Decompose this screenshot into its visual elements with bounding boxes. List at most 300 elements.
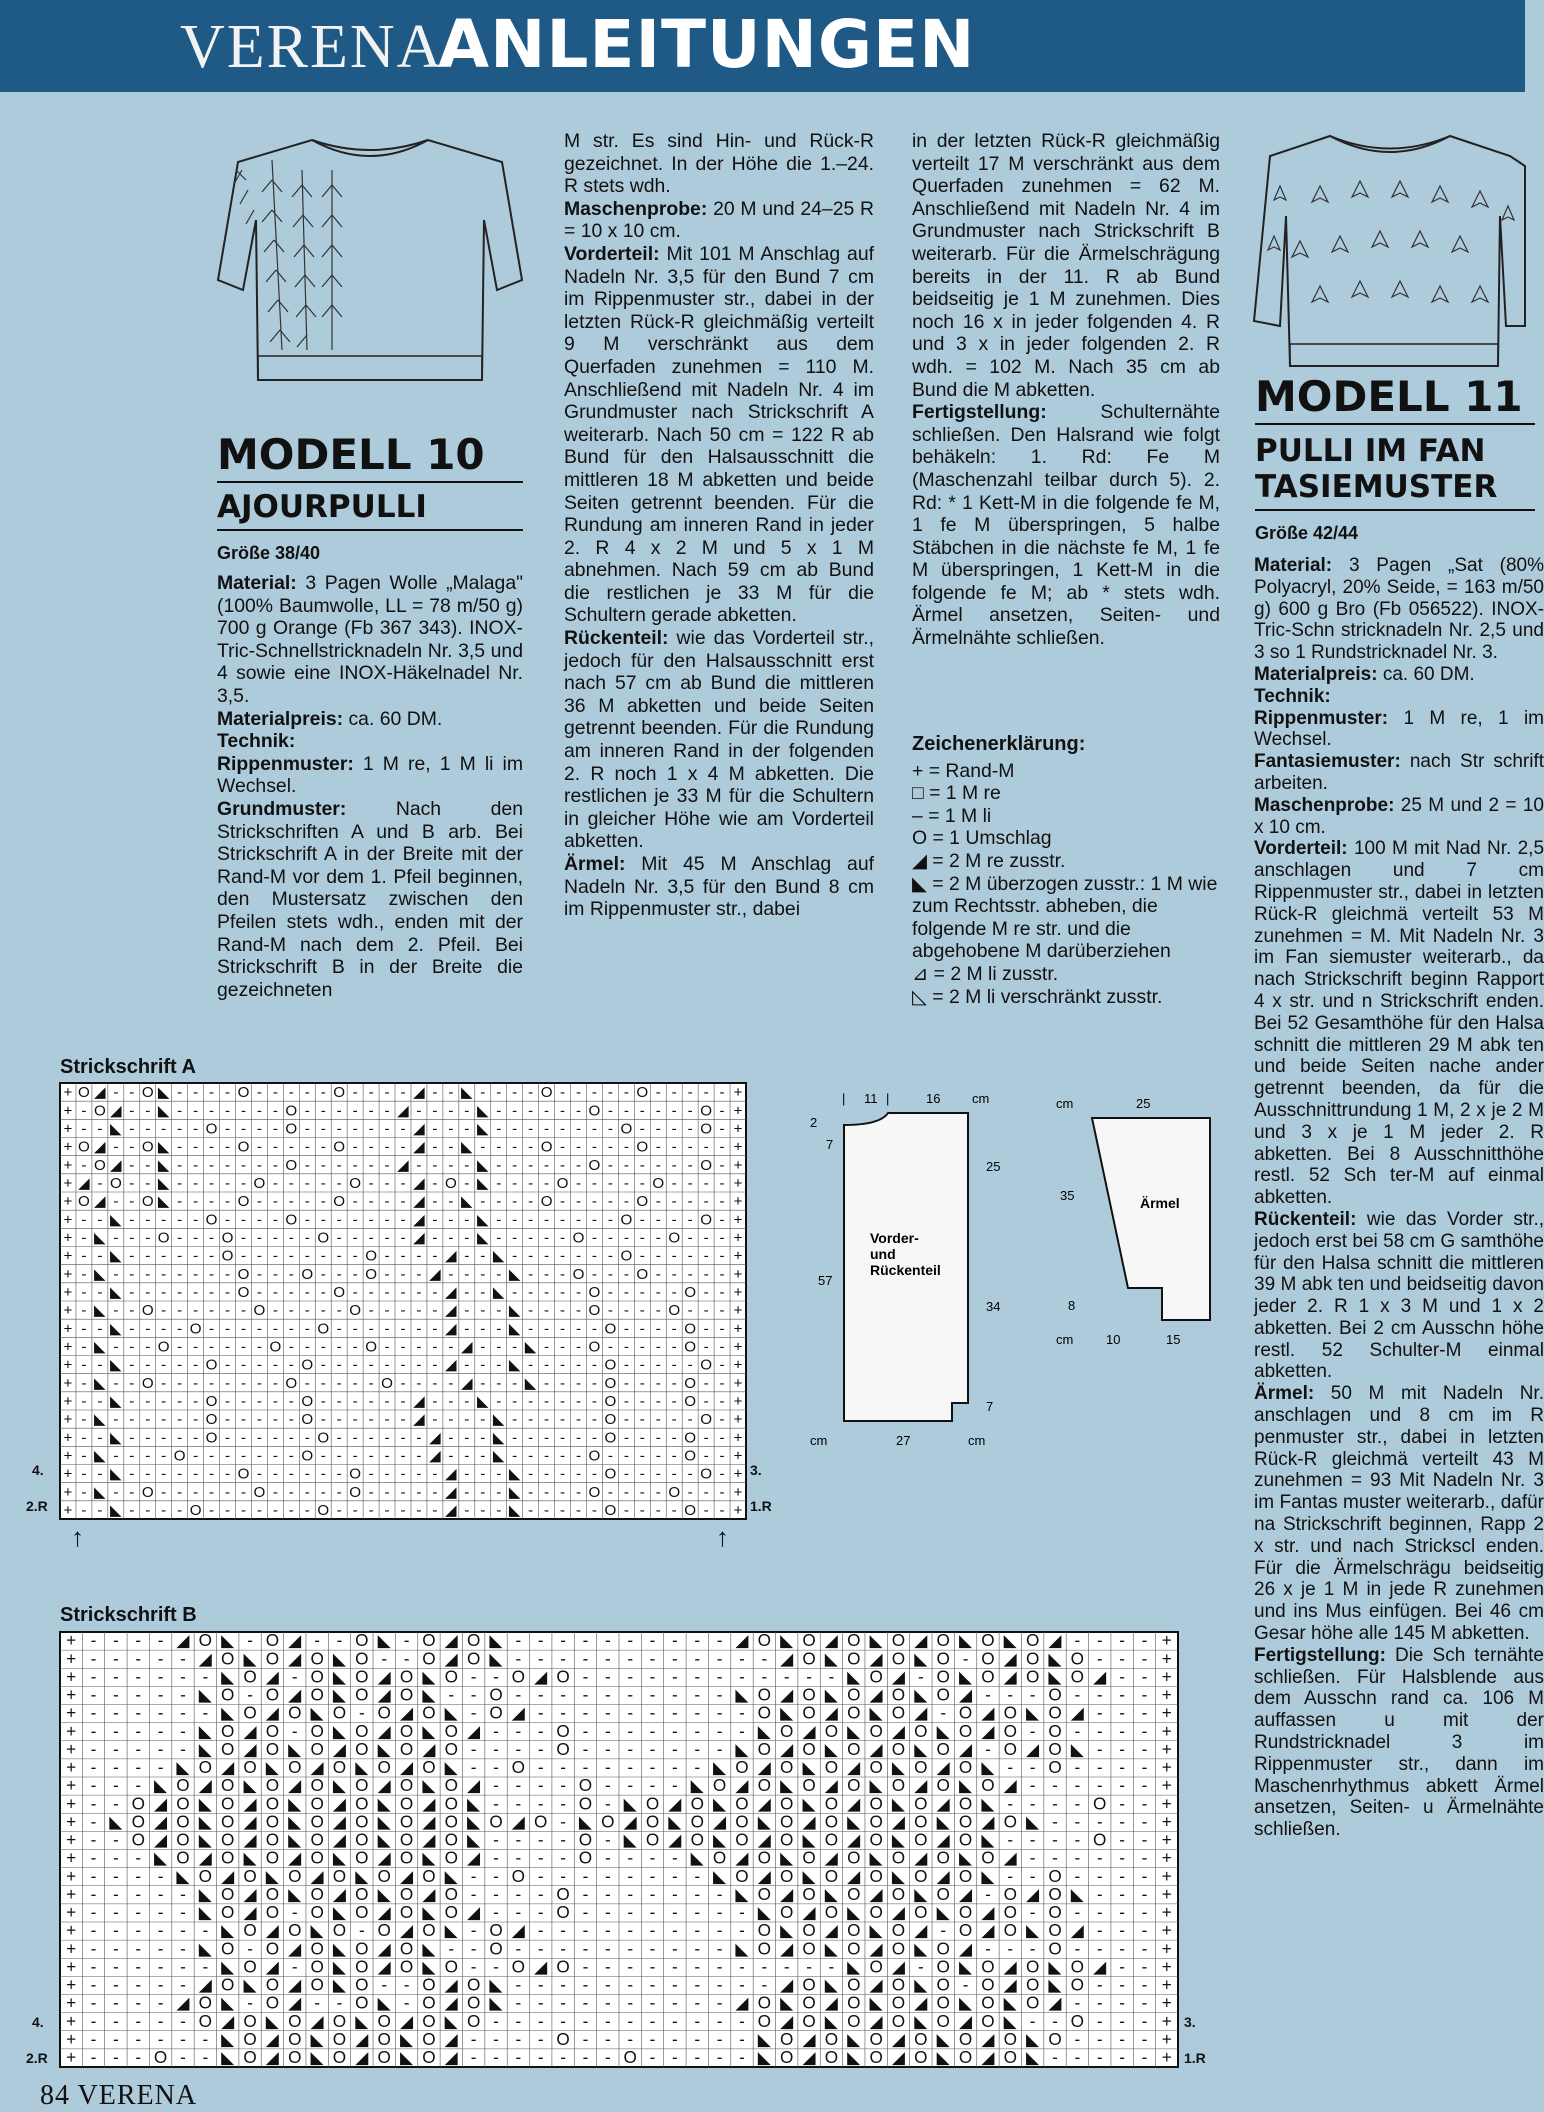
chart-symbol: - <box>560 1811 566 1832</box>
chart-symbol: ◣ <box>265 2010 280 2031</box>
chart-symbol: - <box>591 1229 597 1247</box>
chart-symbol: - <box>464 1265 470 1283</box>
chart-symbol: - <box>1096 1684 1103 1705</box>
chart-symbol: ◢ <box>399 1702 414 1723</box>
chart-symbol: ◢ <box>243 1829 257 1850</box>
chart-symbol: - <box>90 1920 97 1941</box>
chart-symbol: ◢ <box>265 1666 280 1687</box>
model10-column-2 <box>564 130 874 921</box>
chart-symbol: - <box>384 1265 390 1283</box>
chart-symbol: - <box>113 1229 119 1247</box>
chart-symbol: O <box>891 1684 906 1705</box>
chart-symbol: - <box>304 1211 310 1229</box>
chart-symbol: - <box>135 1775 142 1796</box>
chart-symbol: ◢ <box>668 1793 682 1814</box>
chart-symbol: - <box>400 1393 406 1411</box>
chart-symbol: - <box>432 1138 438 1156</box>
chart-symbol: - <box>368 1229 374 1247</box>
chart-a-arrow-left: ↑ <box>71 1522 84 1552</box>
chart-symbol: - <box>528 1284 534 1302</box>
chart-symbol: O <box>332 1702 347 1723</box>
chart-symbol: - <box>512 1447 518 1465</box>
chart-symbol: - <box>224 1302 231 1320</box>
chart-symbol: ◢ <box>429 1429 441 1447</box>
chart-symbol: - <box>716 1902 723 1923</box>
chart-symbol: ◣ <box>243 1775 257 1796</box>
chart-symbol: ◢ <box>460 1338 473 1356</box>
chart-symbol: ◣ <box>780 1847 794 1868</box>
chart-symbol: - <box>582 1920 589 1941</box>
chart-symbol: - <box>1119 1666 1125 1687</box>
chart-symbol: - <box>400 1429 406 1447</box>
chart-symbol: - <box>480 1338 486 1356</box>
sleeve-label: Ärmel <box>1140 1195 1180 1211</box>
chart-symbol: - <box>703 1138 709 1156</box>
chart-symbol: ◣ <box>377 1992 391 2013</box>
chart-symbol: ◣ <box>332 1902 347 1923</box>
chart-symbol: ◣ <box>94 1483 106 1501</box>
chart-symbol: ◢ <box>780 1883 794 1904</box>
chart-symbol: - <box>113 1865 119 1886</box>
chart-symbol: - <box>528 1429 534 1447</box>
paragraph-text: 1 M re, 1 im Wechsel. <box>1254 707 1544 751</box>
chart-symbol: - <box>193 1102 199 1120</box>
chart-symbol: - <box>448 1193 454 1211</box>
header-banner <box>0 0 1525 92</box>
chart-symbol: - <box>917 1956 924 1977</box>
chart-symbol: - <box>1119 1847 1125 1868</box>
chart-symbol: - <box>940 1920 947 1941</box>
chart-symbol: ◢ <box>78 1175 90 1193</box>
chart-symbol: O <box>198 1757 213 1778</box>
chart-symbol: - <box>560 1648 566 1669</box>
chart-symbol: ◢ <box>288 1974 302 1995</box>
chart-symbol: O <box>869 1829 883 1850</box>
chart-symbol: - <box>384 1193 390 1211</box>
chart-symbol: ◣ <box>1026 1702 1040 1723</box>
chart-symbol: ◣ <box>377 1738 391 1759</box>
chart-symbol: - <box>604 1630 611 1651</box>
chart-symbol: O <box>1070 1974 1085 1995</box>
chart-symbol: O <box>1070 1648 1085 1669</box>
chart-symbol: - <box>655 1156 661 1174</box>
chart-symbol: + <box>733 1156 743 1174</box>
chart-symbol: - <box>320 1156 326 1174</box>
chart-symbol: ◢ <box>444 2047 458 2068</box>
chart-symbol: - <box>655 1302 661 1320</box>
chart-symbol: O <box>285 1120 298 1138</box>
chart-symbol: - <box>496 1138 502 1156</box>
model11-column <box>1254 555 1544 2075</box>
chart-symbol: - <box>1119 1811 1125 1832</box>
chart-symbol: - <box>515 1847 522 1868</box>
chart-symbol: - <box>528 1229 534 1247</box>
chart-symbol: ◣ <box>422 1684 436 1705</box>
paragraph <box>1254 555 1544 664</box>
chart-symbol: - <box>193 1120 199 1138</box>
chart-symbol: - <box>384 1284 390 1302</box>
chart-symbol: - <box>1141 1902 1148 1923</box>
chart-symbol: - <box>247 1630 253 1651</box>
chart-symbol: - <box>607 1156 613 1174</box>
chart-symbol: - <box>157 2010 164 2031</box>
chart-symbol: - <box>247 1684 253 1705</box>
chart-symbol: ◣ <box>476 1120 489 1138</box>
chart-symbol: - <box>604 1992 611 2013</box>
chart-symbol: - <box>81 1356 87 1374</box>
chart-symbol: - <box>135 1702 142 1723</box>
chart-symbol: - <box>671 1393 677 1411</box>
chart-symbol: O <box>355 1630 369 1651</box>
chart-symbol: - <box>113 1702 119 1723</box>
chart-symbol: - <box>515 1902 522 1923</box>
chart-symbol: - <box>432 1320 438 1338</box>
chart-symbol: - <box>528 1138 534 1156</box>
chart-symbol: - <box>560 1356 566 1374</box>
chart-symbol: O <box>310 1974 324 1995</box>
paragraph <box>1254 838 1544 1209</box>
model10-heading <box>217 430 523 564</box>
chart-symbol: - <box>272 1120 278 1138</box>
chart-symbol: ◢ <box>288 1775 302 1796</box>
chart-symbol: - <box>716 1938 723 1959</box>
chart-symbol: - <box>272 1502 278 1520</box>
chart-symbol: - <box>1074 1793 1081 1814</box>
chart-symbol: - <box>113 1138 119 1156</box>
chart-symbol: + <box>63 1393 73 1411</box>
chart-symbol: - <box>671 1447 677 1465</box>
chart-symbol: - <box>320 1465 326 1483</box>
chart-symbol: - <box>97 1429 103 1447</box>
chart-symbol: - <box>256 1211 262 1229</box>
chart-symbol: - <box>135 1992 142 2013</box>
chart-symbol: + <box>66 1630 77 1651</box>
chart-symbol: - <box>985 1938 991 1959</box>
chart-symbol: ◣ <box>110 1502 122 1520</box>
chart-symbol: O <box>205 1211 218 1229</box>
chart-symbol: - <box>719 1102 725 1120</box>
chart-symbol: ◣ <box>735 1938 749 1959</box>
chart-symbol: - <box>1029 1775 1036 1796</box>
chart-symbol: O <box>310 1666 324 1687</box>
chart-symbol: O <box>847 1938 861 1959</box>
chart-symbol: - <box>496 1393 502 1411</box>
chart-symbol: - <box>384 1175 390 1193</box>
body-right-25: 25 <box>986 1159 1001 1174</box>
chart-symbol: O <box>540 1084 553 1102</box>
chart-symbol: ◣ <box>310 1702 324 1723</box>
chart-symbol: - <box>480 1265 486 1283</box>
chart-symbol: O <box>936 1883 950 1904</box>
chart-symbol: + <box>66 1920 77 1941</box>
chart-symbol: - <box>719 1302 725 1320</box>
chart-symbol: - <box>368 1429 374 1447</box>
chart-symbol: - <box>591 1374 597 1392</box>
chart-symbol: - <box>304 1156 310 1174</box>
chart-symbol: O <box>265 1938 280 1959</box>
chart-symbol: O <box>780 1793 794 1814</box>
chart-symbol: ◢ <box>511 1811 525 1832</box>
chart-symbol: - <box>962 1974 969 1995</box>
chart-symbol: O <box>511 1956 526 1977</box>
chart-symbol: - <box>512 1374 518 1392</box>
chart-symbol: ◣ <box>110 1429 122 1447</box>
chart-symbol: - <box>716 1920 723 1941</box>
chart-symbol: ◢ <box>94 1138 106 1156</box>
chart-symbol: O <box>936 1775 950 1796</box>
chart-symbol: - <box>940 1702 947 1723</box>
chart-b-grid <box>60 1632 1178 2067</box>
chart-symbol: O <box>802 1938 816 1959</box>
chart-symbol: - <box>537 1684 544 1705</box>
chart-symbol: - <box>416 1338 422 1356</box>
chart-symbol: O <box>205 1429 218 1447</box>
chart-symbol: - <box>304 1429 310 1447</box>
chart-symbol: - <box>358 1920 365 1941</box>
chart-symbol: - <box>432 1393 438 1411</box>
chart-symbol: O <box>700 1156 713 1174</box>
chart-symbol: - <box>129 1393 135 1411</box>
chart-symbol: - <box>528 1175 534 1193</box>
chart-symbol: - <box>639 1356 645 1374</box>
chart-symbol: ◢ <box>198 1974 212 1995</box>
chart-symbol: - <box>703 1193 709 1211</box>
chart-symbol: - <box>161 1483 167 1501</box>
chart-symbol: - <box>687 1102 693 1120</box>
chart-symbol: O <box>243 1702 257 1723</box>
chart-symbol: - <box>384 1138 390 1156</box>
chart-symbol: - <box>515 1775 522 1796</box>
chart-symbol: - <box>575 1374 582 1392</box>
chart-symbol: ◣ <box>981 1865 995 1886</box>
chart-symbol: - <box>694 1720 701 1741</box>
chart-symbol: ◢ <box>154 1811 168 1832</box>
chart-symbol: + <box>63 1356 73 1374</box>
chart-symbol: ◣ <box>1026 2047 1040 2068</box>
chart-symbol: O <box>221 1229 234 1247</box>
chart-symbol: - <box>1141 1793 1148 1814</box>
chart-symbol: O <box>936 1992 950 2013</box>
chart-symbol: - <box>384 1084 390 1102</box>
chart-symbol: - <box>368 1084 374 1102</box>
chart-symbol: - <box>157 1757 164 1778</box>
chart-symbol: - <box>448 1447 454 1465</box>
chart-symbol: - <box>272 1356 278 1374</box>
chart-symbol: ◢ <box>757 1793 771 1814</box>
chart-symbol: ◣ <box>847 2047 861 2068</box>
chart-symbol: - <box>368 1156 374 1174</box>
chart-symbol: ◢ <box>757 1829 771 1850</box>
chart-symbol: - <box>193 1138 199 1156</box>
chart-symbol: - <box>1029 1847 1036 1868</box>
chart-symbol: O <box>869 1757 883 1778</box>
chart-symbol: - <box>352 1156 358 1174</box>
chart-symbol: ◢ <box>1003 1666 1017 1687</box>
chart-symbol: O <box>310 1956 324 1977</box>
chart-symbol: - <box>1052 1793 1058 1814</box>
model10-column-1 <box>217 572 523 1001</box>
chart-symbol: O <box>355 1956 369 1977</box>
chart-symbol: - <box>135 2010 142 2031</box>
chart-symbol: - <box>177 1465 183 1483</box>
chart-symbol: O <box>620 1247 633 1265</box>
chart-symbol: O <box>700 1465 713 1483</box>
chart-symbol: - <box>1119 1992 1125 2013</box>
chart-symbol: - <box>687 1411 693 1429</box>
chart-symbol: O <box>847 1684 861 1705</box>
chart-symbol: - <box>627 1648 634 1669</box>
chart-symbol: + <box>63 1156 73 1174</box>
chart-symbol: - <box>81 1502 87 1520</box>
paragraph <box>912 130 1220 401</box>
paragraph-text: 3 Pagen „Sat (80% Polyacryl, 20% Seide, = 163 m/50 g) 600 g Bro (Fb 056522). INOX-Tric-Schn stricknadeln Nr. 2,5 und 3 so 1 Rundstricknadel Nr. 3. <box>1254 555 1544 664</box>
chart-symbol: - <box>320 1211 326 1229</box>
chart-symbol: + <box>733 1247 743 1265</box>
chart-symbol: - <box>1141 1648 1148 1669</box>
chart-symbol: O <box>265 1793 280 1814</box>
chart-symbol: - <box>448 1684 455 1705</box>
chart-symbol: - <box>1096 1757 1103 1778</box>
legend <box>912 733 1222 1008</box>
chart-symbol: ◣ <box>869 1702 883 1723</box>
chart-symbol: ◢ <box>445 1465 457 1483</box>
chart-symbol: - <box>649 1684 656 1705</box>
chart-symbol: - <box>464 1120 470 1138</box>
chart-symbol: + <box>733 1284 743 1302</box>
chart-symbol: - <box>81 1338 87 1356</box>
chart-symbol: O <box>310 1847 324 1868</box>
chart-symbol: - <box>623 1229 629 1247</box>
chart-symbol: - <box>1029 1793 1036 1814</box>
chart-symbol: - <box>1119 1938 1125 1959</box>
chart-symbol: ◢ <box>936 1865 950 1886</box>
chart-symbol: O <box>332 2010 347 2031</box>
chart-symbol: - <box>90 1829 97 1850</box>
chart-symbol: - <box>129 1211 135 1229</box>
chart-symbol: O <box>176 1811 190 1832</box>
chart-symbol: - <box>177 1374 183 1392</box>
chart-symbol: O <box>444 1956 458 1977</box>
chart-symbol: ◣ <box>869 1920 883 1941</box>
chart-symbol: - <box>627 1684 634 1705</box>
chart-symbol: - <box>1141 2028 1148 2049</box>
chart-symbol: - <box>81 1229 87 1247</box>
chart-symbol: ◣ <box>1048 1974 1062 1995</box>
chart-symbol: ◢ <box>422 1883 436 1904</box>
chart-symbol: - <box>719 1156 725 1174</box>
chart-symbol: O <box>802 1702 816 1723</box>
chart-symbol: - <box>604 2047 611 2068</box>
chart-symbol: - <box>177 1193 183 1211</box>
chart-symbol: - <box>224 1393 231 1411</box>
chart-symbol: O <box>176 1829 190 1850</box>
chart-symbol: - <box>129 1175 135 1193</box>
chart-symbol: ◢ <box>444 2028 458 2049</box>
chart-symbol: - <box>240 1447 246 1465</box>
chart-symbol: - <box>687 1302 693 1320</box>
chart-symbol: - <box>716 1666 723 1687</box>
chart-symbol: O <box>288 2028 302 2049</box>
chart-symbol: - <box>224 1429 231 1447</box>
chart-symbol: - <box>687 1156 693 1174</box>
chart-symbol: - <box>288 1229 294 1247</box>
chart-symbol: O <box>422 1974 436 1995</box>
chart-symbol: - <box>81 1483 87 1501</box>
chart-symbol: ◢ <box>110 1102 122 1120</box>
chart-symbol: - <box>81 1302 87 1320</box>
chart-symbol: - <box>604 1775 611 1796</box>
chart-symbol: ◣ <box>1048 1956 1062 1977</box>
chart-symbol: - <box>719 1502 725 1520</box>
chart-symbol: - <box>639 1465 645 1483</box>
chart-symbol: O <box>578 1775 593 1796</box>
svg-text:und: und <box>870 1246 896 1262</box>
chart-symbol: - <box>432 1374 438 1392</box>
chart-a-arrow-right: ↑ <box>716 1522 729 1552</box>
chart-symbol: ◢ <box>467 1720 481 1741</box>
chart-symbol: O <box>422 1702 436 1723</box>
chart-symbol: - <box>368 1211 374 1229</box>
chart-symbol: - <box>90 1847 97 1868</box>
chart-symbol: - <box>336 1211 342 1229</box>
chart-symbol: ◢ <box>1026 1738 1040 1759</box>
chart-symbol: O <box>253 1483 266 1501</box>
chart-symbol: - <box>671 1084 677 1102</box>
chart-symbol: ◢ <box>445 1284 457 1302</box>
chart-symbol: - <box>719 1374 725 1392</box>
chart-symbol: - <box>544 1447 550 1465</box>
chart-symbol: - <box>1096 1847 1103 1868</box>
chart-symbol: - <box>512 1138 518 1156</box>
chart-symbol: - <box>129 1374 135 1392</box>
chart-symbol: - <box>209 1338 215 1356</box>
chart-symbol: O <box>1048 1738 1062 1759</box>
chart-symbol: - <box>560 1374 566 1392</box>
chart-symbol: O <box>333 1193 346 1211</box>
paragraph <box>564 130 874 198</box>
chart-symbol: - <box>671 1374 677 1392</box>
chart-symbol: - <box>193 1193 199 1211</box>
chart-symbol: - <box>512 1229 518 1247</box>
chart-symbol: O <box>301 1447 314 1465</box>
chart-symbol: - <box>607 1483 613 1501</box>
chart-symbol: ◣ <box>332 1938 347 1959</box>
chart-symbol: - <box>113 1302 119 1320</box>
chart-symbol: - <box>687 1247 693 1265</box>
chart-symbol: ◢ <box>399 1920 414 1941</box>
chart-symbol: - <box>512 1156 518 1174</box>
page-footer: 84 VERENA <box>40 2080 198 2111</box>
chart-symbol: O <box>355 1992 369 2013</box>
chart-symbol: - <box>671 1193 677 1211</box>
chart-symbol: - <box>537 1630 544 1651</box>
chart-symbol: O <box>355 1666 369 1687</box>
chart-symbol: - <box>157 2028 164 2049</box>
chart-symbol: - <box>352 1138 358 1156</box>
chart-symbol: ◣ <box>623 1793 637 1814</box>
chart-symbol: + <box>66 2047 77 2068</box>
chart-symbol: ◣ <box>444 2010 458 2031</box>
chart-symbol: - <box>493 1793 499 1814</box>
chart-symbol: - <box>719 1229 725 1247</box>
chart-symbol: - <box>1096 2010 1103 2031</box>
chart-symbol: - <box>432 1502 438 1520</box>
chart-symbol: O <box>869 1666 883 1687</box>
chart-symbol: - <box>129 1483 135 1501</box>
chart-symbol: - <box>90 1738 97 1759</box>
chart-symbol: - <box>336 1502 342 1520</box>
chart-symbol: - <box>560 1757 566 1778</box>
